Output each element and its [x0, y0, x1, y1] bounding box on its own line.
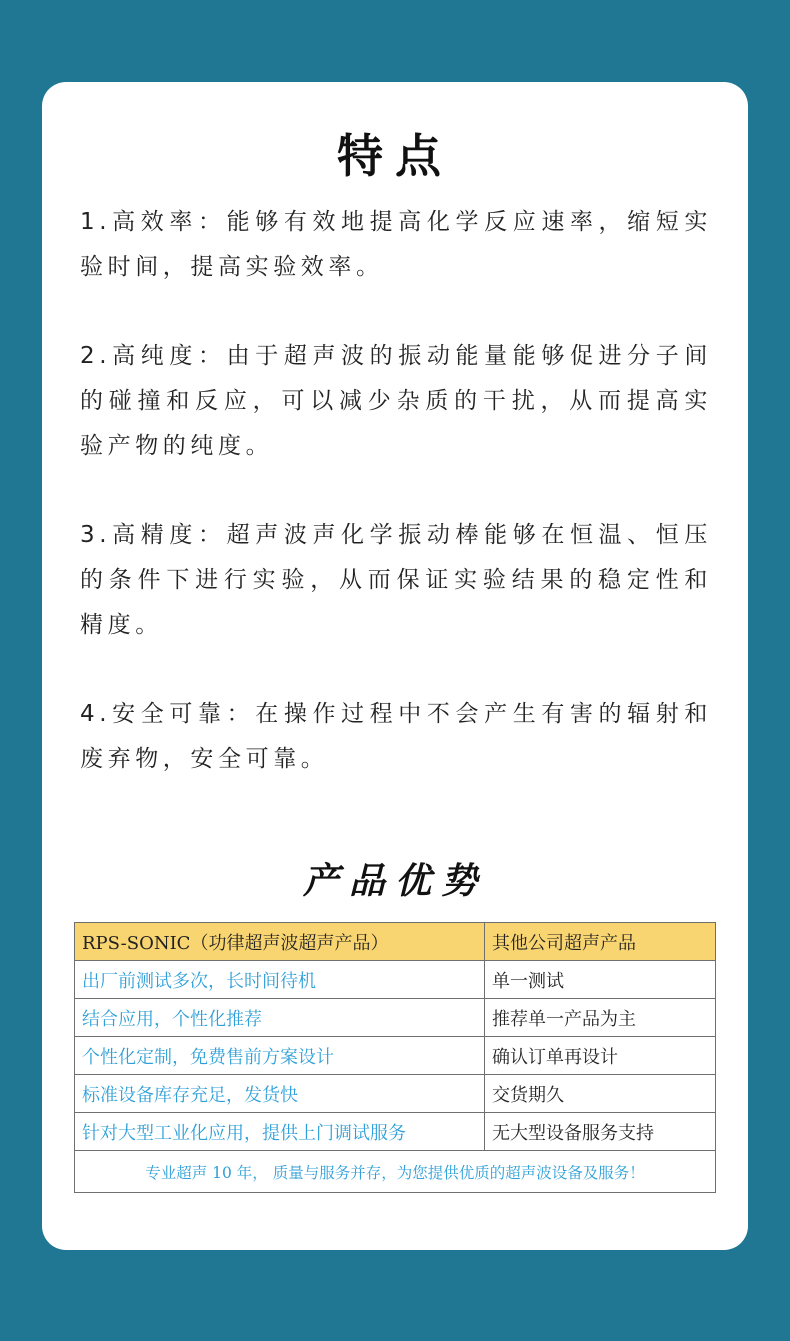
advantages-title: 产品优势 — [302, 860, 487, 902]
feature-item-precision: 3.高精度：超声波声化学振动棒能够在恒温、恒压的条件下进行实验，从而保证实验结果的稳定性和精度。 — [80, 522, 712, 638]
features-title: 特点 — [337, 129, 453, 183]
feature-item-safety: 4.安全可靠：在操作过程中不会产生有害的辐射和废弃物，安全可靠。 — [80, 701, 712, 772]
header-rps-sonic: RPS-SONIC（功律超声波超声产品） — [75, 923, 485, 961]
feature-item-purity: 2.高纯度：由于超声波的振动能量能够促进分子间的碰撞和反应，可以减少杂质的干扰，从而提高实验产物的纯度。 — [80, 343, 712, 459]
header-other-companies: 其他公司超声产品 — [485, 923, 716, 961]
comparison-table — [74, 922, 716, 1193]
feature-list — [80, 200, 712, 826]
feature-item-efficiency: 1.高效率：能够有效地提高化学反应速率，缩短实验时间，提高实验效率。 — [80, 209, 712, 280]
rps-cell: 标准设备库存充足，发货快 — [75, 1075, 485, 1113]
table-row — [75, 1037, 716, 1075]
table-footer-slogan: 专业超声 10 年， 质量与服务并存，为您提供优质的超声波设备及服务！ — [75, 1151, 716, 1193]
table-row — [75, 961, 716, 999]
other-cell: 无大型设备服务支持 — [485, 1113, 716, 1151]
other-cell: 单一测试 — [485, 961, 716, 999]
other-cell: 交货期久 — [485, 1075, 716, 1113]
table-row — [75, 999, 716, 1037]
rps-cell: 结合应用，个性化推荐 — [75, 999, 485, 1037]
rps-cell: 针对大型工业化应用，提供上门调试服务 — [75, 1113, 485, 1151]
table-row — [75, 1075, 716, 1113]
content-card — [42, 82, 748, 1250]
rps-cell: 出厂前测试多次，长时间待机 — [75, 961, 485, 999]
table-header-row — [75, 923, 716, 961]
rps-cell: 个性化定制，免费售前方案设计 — [75, 1037, 485, 1075]
other-cell: 确认订单再设计 — [485, 1037, 716, 1075]
other-cell: 推荐单一产品为主 — [485, 999, 716, 1037]
table-footer-row — [75, 1151, 716, 1193]
table-row — [75, 1113, 716, 1151]
